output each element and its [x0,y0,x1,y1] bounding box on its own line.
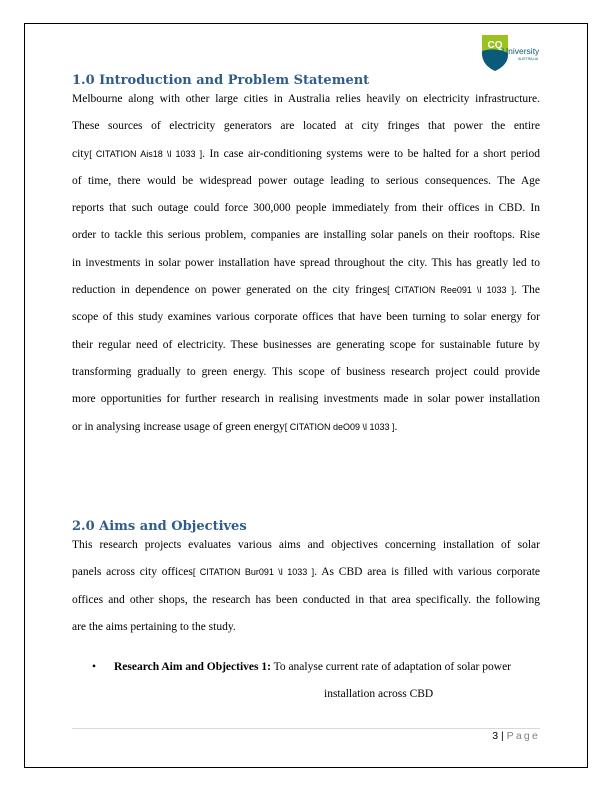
footer-separator: | [498,730,507,742]
section-2-paragraph [72,532,540,641]
section-2-heading: 2.0 Aims and Objectives [72,519,247,534]
citation-field: [ CITATION deO09 \l 1033 ] [284,421,395,432]
paragraph-line: order to tackle this serious problem, companies are installing solar panels on their rooftops. Rise [72,229,540,242]
paragraph-line: offices and other shops, the research has been conducted in that area specifically. the following [72,593,540,606]
paragraph-line: Melbourne along with other large cities in Australia relies heavily on electricity infrastructure. [72,93,540,105]
paragraph-line: more opportunities for further research in realising investments made in solar power installation [72,393,540,406]
paragraph-line: city[ CITATION Ais18 \l 1033 ]. In case air-conditioning systems were to be halted for a short period [72,147,540,160]
bullet-label: Research Aim and Objectives 1: [114,661,271,673]
paragraph-line: transforming gradually to green energy. This scope of business research project could provide [72,365,540,378]
paragraph-line: reduction in dependence on power generated on the city fringes[ CITATION Ree091 \l 1033 ]. The [72,284,541,297]
paragraph-line: their regular need of electricity. These businesses are generating scope for sustainable future by [72,338,540,351]
section-1-paragraph [72,86,540,441]
paragraph-line: panels across city offices[ CITATION Bur091 \l 1033 ]. As CBD area is filled with various corporate [72,566,541,579]
bullet-text: Research Aim and Objectives 1: To analyse current rate of adaptation of solar power [114,661,512,673]
logo-mark: CQ [487,40,503,51]
citation-field: [ CITATION Ais18 \l 1033 ] [89,148,203,159]
page-number: 3 [492,730,499,742]
page-label: Page [506,730,540,742]
logo-name: University [502,46,540,56]
logo-sub: AUSTRALIA [518,57,538,61]
footer-divider [72,728,540,729]
citation-field: [ CITATION Ree091 \l 1033 ] [387,285,515,296]
paragraph-line: or in analysing increase usage of green energy[ CITATION deO09 \l 1033 ]. [72,420,398,433]
bullet-icon: • [92,661,97,673]
citation-field: [ CITATION Bur091 \l 1033 ] [192,567,315,578]
paragraph-line: in investments in solar power installation have spread throughout the city. This has greatly led to [72,256,540,269]
bullet-continuation: installation across CBD [324,688,434,700]
paragraph-line: scope of this study examines various corporate offices that have been turning to solar energy for [72,311,540,324]
paragraph-line: of time, there would be widespread power outage leading to serious consequences. The Age [72,174,540,187]
paragraph-line: reports that such outage could force 300,000 people immediately from their offices in CBD. In [72,202,540,215]
paragraph-line: are the aims pertaining to the study. [72,620,236,633]
paragraph-line: These sources of electricity generators are located at city fringes that power the entire [72,120,540,133]
paragraph-line: This research projects evaluates various aims and objectives concerning installation of solar [72,539,540,551]
page-footer [492,730,540,742]
section-1-heading: 1.0 Introduction and Problem Statement [72,73,370,88]
university-logo [478,33,544,73]
